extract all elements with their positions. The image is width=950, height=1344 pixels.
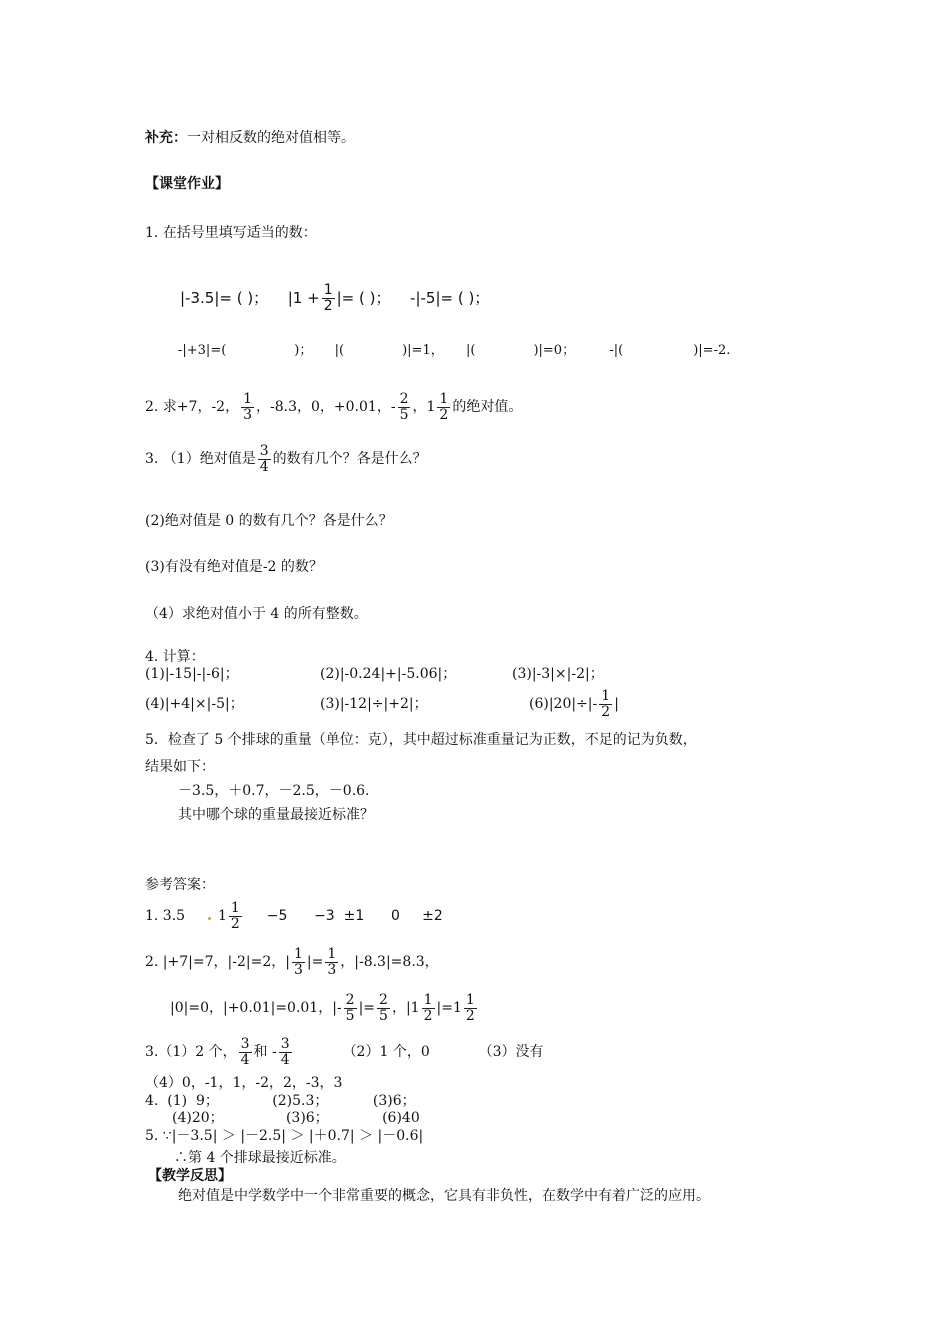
answer2-frac-f: $\frac{1}{2}$ [465,991,475,1024]
q1-row1-c: -|-5|= ( )； [410,289,490,307]
answer-5-line2: ∴第 4 个排球最接近标准。 [174,1150,346,1166]
answer2-frac-b: $\frac{1}{3}$ [327,945,337,978]
answer2-frac-c: $\frac{2}{5}$ [345,991,355,1024]
q3-b: (2)绝对值是 0 的数有几个？各是什么？ [145,513,393,529]
q4-row1: (1)|-15|-|-6|； (2)|-0.24|+|-5.06|； (3)|-3|×|-2|； [145,666,604,682]
q2-frac-2-5: $\frac{2}{5}$ [399,390,409,423]
q4-row2: (4)|+4|×|-5|； (3)|-12|÷|+2|； (6)|20|÷|- $\frac{1}{2}$ | [145,687,619,720]
classwork-heading: 【课堂作业】 [145,176,229,192]
q5-line2: 结果如下： [145,759,215,775]
answer-4-row2: (4)20； (3)6； (6)40 [172,1110,420,1126]
answer2-frac-a: $\frac{1}{3}$ [293,945,303,978]
q4-frac-1-2: $\frac{1}{2}$ [601,687,611,720]
supplement-label: 补充： [145,130,187,146]
q4-title: 4. 计算： [145,649,205,665]
q1-row2-a: -|+3|=( [178,343,227,358]
q3-a: 3. （1）绝对值是 $\frac{3}{4}$ 的数有几个？各是什么？ [145,442,427,475]
q3-frac-3-4: $\frac{3}{4}$ [259,442,269,475]
answer-4-row1: 4. (1) 9； (2)5.3； (3)6； [145,1093,416,1109]
answer1-frac: $\frac{1}{2}$ [230,899,240,932]
q5-line1: 5．检查了 5 个排球的重量（单位：克），其中超过标准重量记为正数，不足的记为负数， [145,732,697,748]
q1-row1-b-pre: |1 + [287,289,320,307]
q5-line3: －3.5，＋0.7，－2.5，－0.6. [178,783,370,799]
q3-d: （4）求绝对值小于 4 的所有整数。 [145,606,368,622]
q3-c: (3)有没有绝对值是-2 的数？ [145,559,323,575]
q1-row1-b-post: |= ( )； [336,289,391,307]
q1-row2-c: |( [466,343,476,358]
q2-frac-1-3: $\frac{1}{3}$ [243,390,253,423]
q1-title: 1. 在括号里填写适当的数： [145,225,317,241]
answers-title: 参考答案： [145,877,215,893]
q1-row1-a: |-3.5|= ( )； [180,289,269,307]
supplement-line [145,129,355,147]
q5-line4: 其中哪个球的重量最接近标准？ [178,807,374,823]
q2-frac-1-2: $\frac{1}{2}$ [439,390,449,423]
answer3-frac-b: $\frac{3}{4}$ [280,1035,290,1068]
reflection-heading: 【教学反思】 [148,1168,232,1184]
q1-row2-b: |( [334,343,345,358]
q1-row2: -|+3|=( )； |( )|=1， |( )|=0； -|( )|=-2. [178,343,731,358]
answer-3: 3.（1）2 个， $\frac{3}{4}$ 和 - $\frac{3}{4}$ （2）1 个，0 （3）没有 [145,1035,544,1068]
answer2-frac-e: $\frac{1}{2}$ [423,991,433,1024]
answer2-frac-d: $\frac{2}{5}$ [379,991,388,1024]
answer3-frac-a: $\frac{3}{4}$ [240,1035,250,1068]
q2-line: 2. 求+7，-2， $\frac{1}{3}$ ，-8.3，0，+0.01，- $\frac{2}{5}$ ，1 $\frac{1}{2}$ 的绝对值。 [145,390,523,423]
q1-half-fraction: $\frac{1}{2}$ [323,282,333,314]
answer-2-line2: |0|=0，|+0.01|=0.01，|- $\frac{2}{5}$ |= $\frac{2}{5}$ ，|1 $\frac{1}{2}$ |=1 $\frac{1}{2}$ [170,991,475,1024]
q1-row1 [180,281,489,315]
q1-row2-d: -|( [609,343,624,358]
dot-mark [208,917,211,920]
answer-5-line1: 5. ∵|－3.5| ＞ |－2.5| ＞ |＋0.7| ＞ |－0.6| [145,1128,424,1144]
supplement-text: 一对相反数的绝对值相等。 [187,130,355,146]
answer-3-d: （4）0，-1，1，-2，2，-3，3 [145,1075,343,1091]
answer-1: 1. 3.5 1 $\frac{1}{2}$ −5 −3 ±1 0 ±2 [145,899,443,932]
answer-2-line1: 2. |+7|=7，|-2|=2，| $\frac{1}{3}$ |= $\frac{1}{3}$ ，|-8.3|=8.3， [145,945,439,978]
reflection-text: 绝对值是中学数学中一个非常重要的概念，它具有非负性，在数学中有着广泛的应用。 [178,1188,710,1204]
